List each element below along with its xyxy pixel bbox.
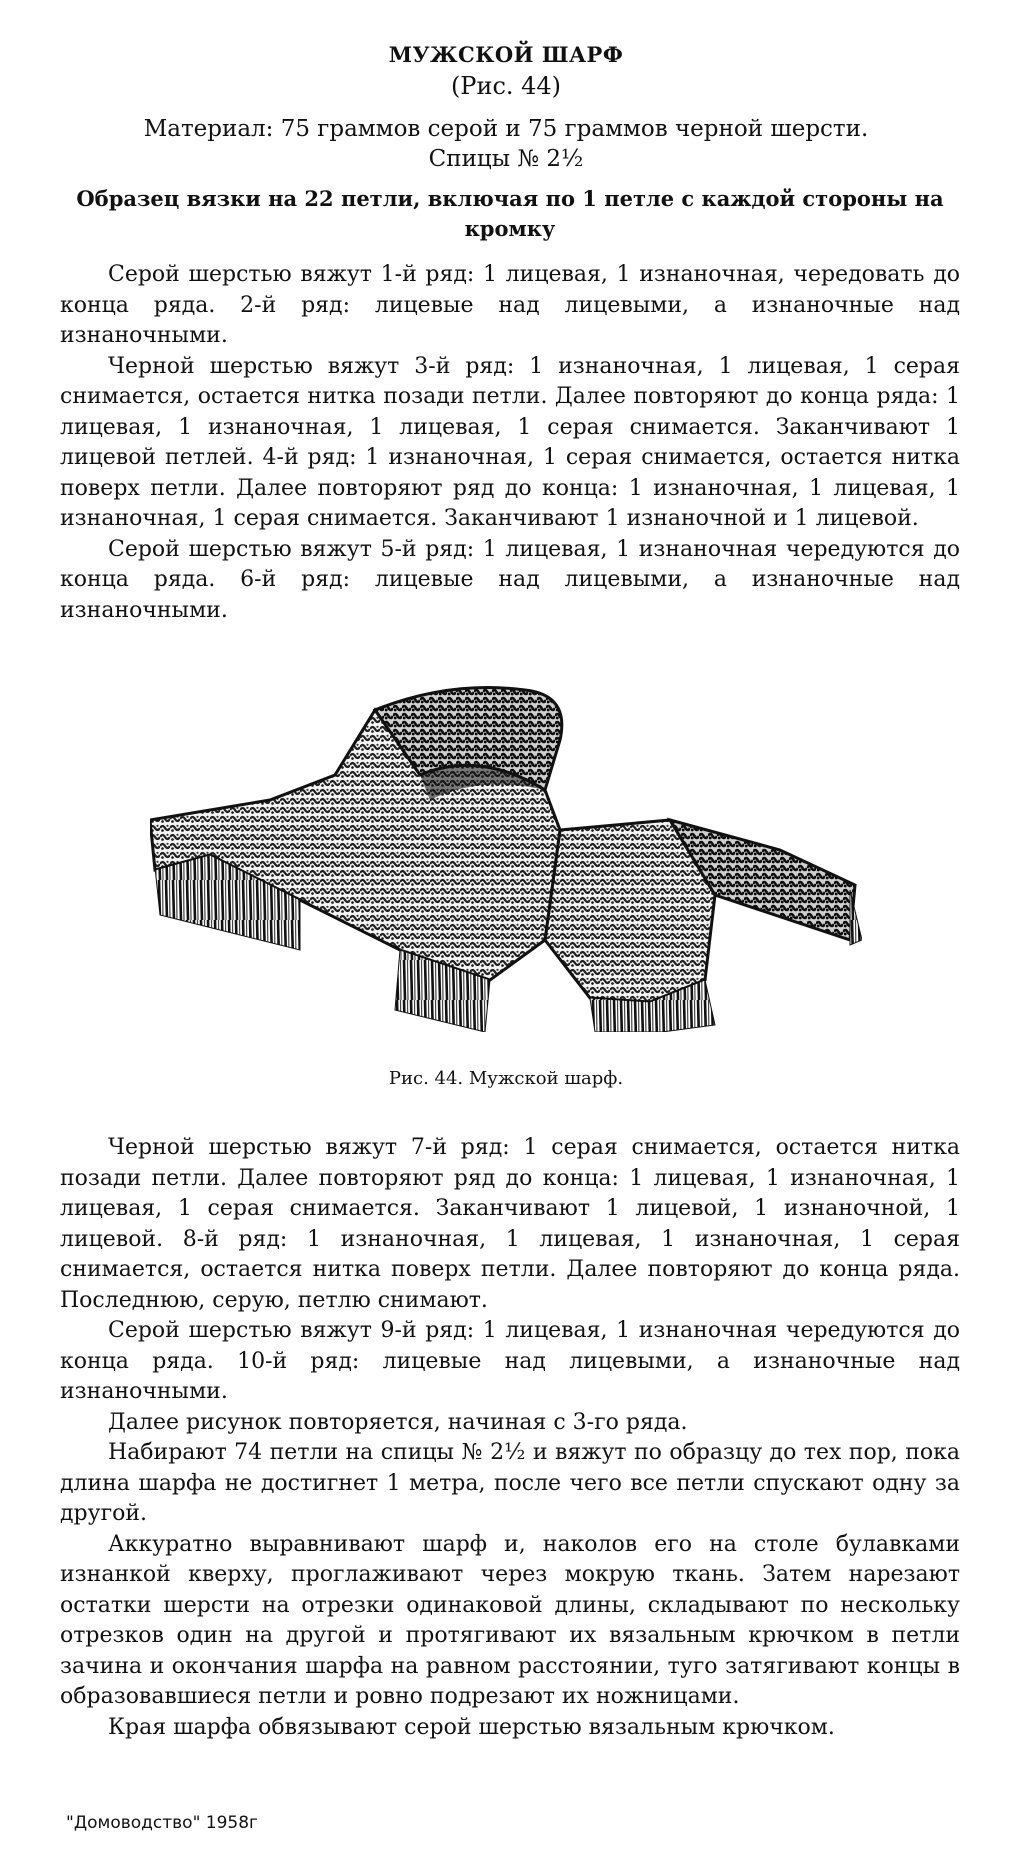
figure-reference: (Рис. 44)	[450, 72, 562, 100]
scarf-illustration	[150, 680, 862, 1032]
paragraph-repeat: Далее рисунок повторяется, начиная с 3-го ряда.	[108, 1409, 688, 1435]
paragraph-cast-on: Набирают 74 петли на спицы № 2½ и вяжут по образцу до тех пор, пока длина шарфа не достигнет 1 метра, после чего все петли спускают одну за другой.	[60, 1440, 960, 1526]
source-note: "Домоводство" 1958г	[66, 1813, 258, 1833]
paragraph-edging: Края шарфа обвязывают серой шерстью вязальным крючком.	[108, 1714, 835, 1740]
paragraph-row-5-6: Серой шерстью вяжут 5-й ряд: 1 лицевая, 1 изнаночная чередуются до конца ряда. 6-й ряд: лицевые над лицевыми, а изнаночные над изнаночными.	[60, 536, 960, 623]
paragraph-row-1-2: Серой шерстью вяжут 1-й ряд: 1 лицевая, 1 изнаночная, чередовать до конца ряда. 2-й ряд: лицевые над лицевыми, а изнаночные над изнаночными.	[60, 262, 960, 348]
needles-line: Спицы № 2½	[428, 146, 584, 172]
article-title: МУЖСКОЙ ШАРФ	[388, 42, 624, 67]
instructions-top	[60, 260, 960, 626]
paragraph-row-9-10: Серой шерстью вяжут 9-й ряд: 1 лицевая, 1 изнаночная чередуются до конца ряда. 10-й ряд: лицевые над лицевыми, а изнаночные над изнаночными.	[60, 1318, 960, 1404]
paragraph-row-7-8: Черной шерстью вяжут 7-й ряд: 1 серая снимается, остается нитка позади петли. Далее повторяют ряд до конца: 1 лицевая, 1 изнаночная, 1 лицевая, 1 серая снимается. Заканчивают 1 лицевой, 1 изнаночной, 1 лицевой. 8-й ряд: 1 изнаночная, 1 лицевая, 1 изнаночная, 1 серая снимается, остается нитка поверх петли. Далее повторяют до конца ряда. Последнюю, серую, петлю снимают.	[60, 1135, 960, 1313]
paragraph-finishing: Аккуратно выравнивают шарф и, наколов его на столе булавками изнанкой кверху, проглаживают через мокрую ткань. Затем нарезают остатки шерсти на отрезки одинаковой длины, складывают по нескольку отрезков один на другой и протягивают их вязальным крючком в петли зачина и окончания шарфа на равном расстоянии, туго затягивают концы в образовавшиеся петли и ровно подрезают их ножницами.	[60, 1531, 960, 1709]
instructions-bottom	[60, 1133, 960, 1743]
paragraph-row-3-4: Черной шерстью вяжут 3-й ряд: 1 изнаночная, 1 лицевая, 1 серая снимается, остается нитка позади петли. Далее повторяют до конца ряда: 1 лицевая, 1 изнаночная, 1 лицевая, 1 серая снимается. Заканчивают 1 лицевой петлей. 4-й ряд: 1 изнаночная, 1 серая снимается, остается нитка поверх петли. Далее повторяют ряд до конца: 1 изнаночная, 1 лицевая, 1 изнаночная, 1 серая снимается. Заканчивают 1 изнаночной и 1 лицевой.	[60, 353, 960, 531]
material-line: Материал: 75 граммов серой и 75 граммов черной шерсти.	[143, 116, 869, 142]
figure-caption: Рис. 44. Мужской шарф.	[388, 1068, 624, 1089]
pattern-heading: Образец вязки на 22 петли, включая по 1 петле с каждой стороны на кромку	[76, 186, 944, 241]
